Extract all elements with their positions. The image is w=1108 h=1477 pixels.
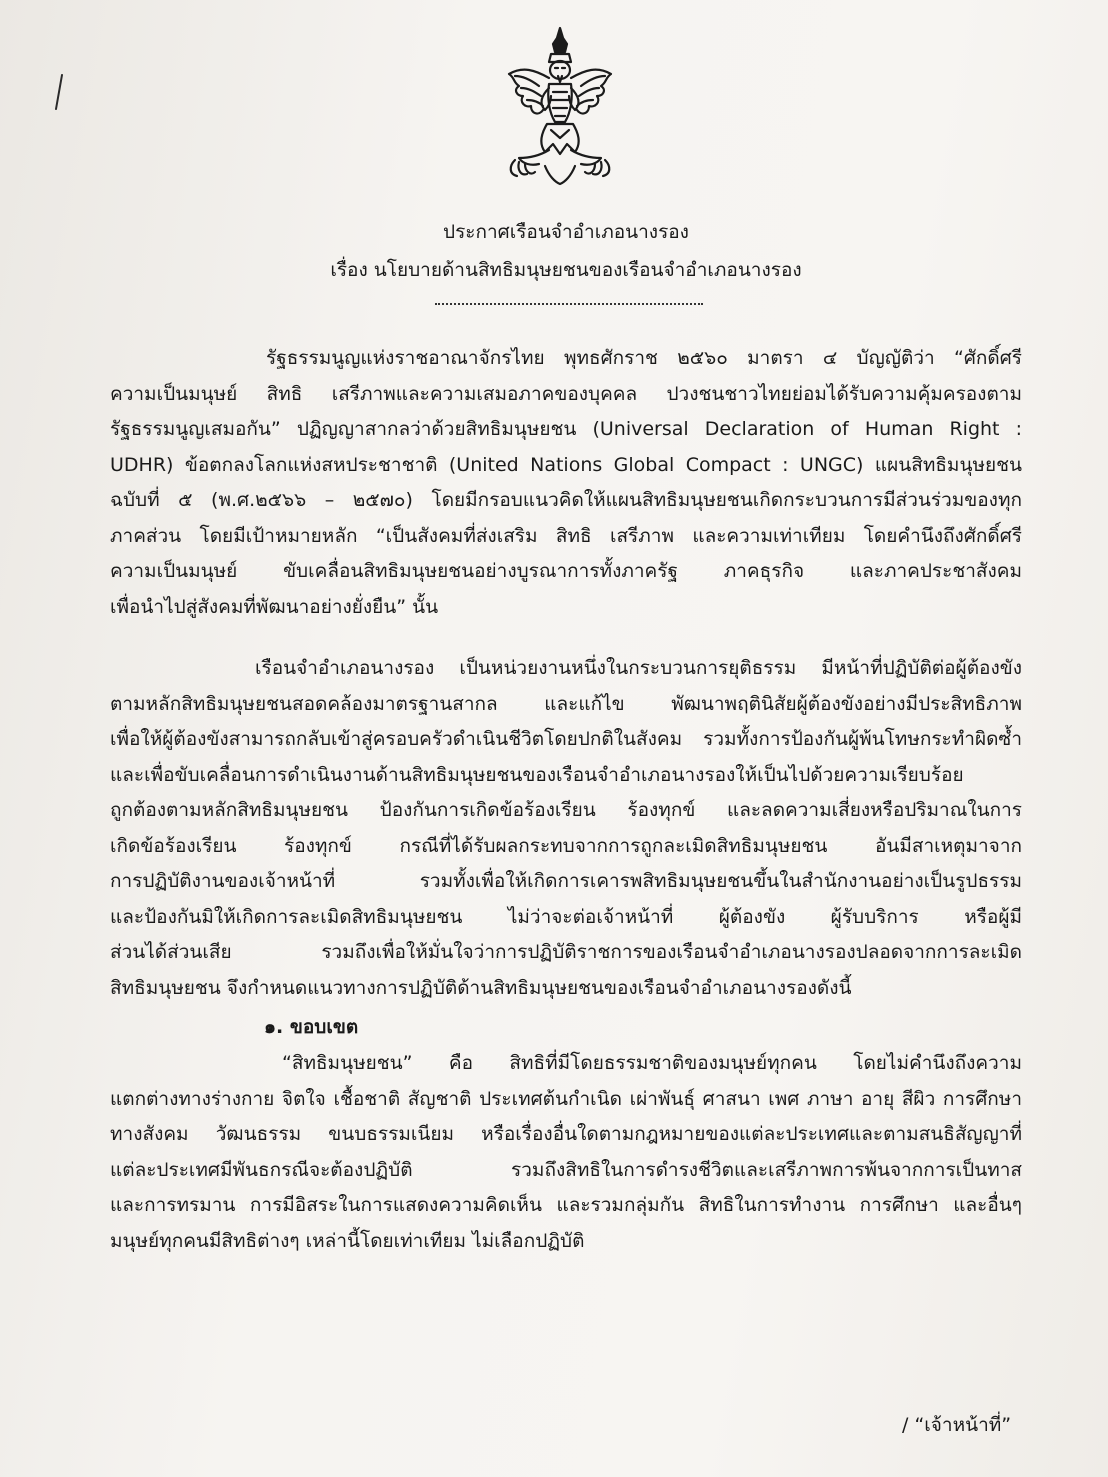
paragraph-line: แตกต่างทางร่างกาย จิตใจ เชื้อชาติ สัญชาติ ประเทศต้นกำเนิด เผ่าพันธุ์ ศาสนา เพศ ภาษา อายุ สีผิว การศึกษา (110, 1087, 1022, 1110)
paragraph-line: ถูกต้องตามหลักสิทธิมนุษยชน ป้องกันการเกิดข้อร้องเรียน ร้องทุกข์ และลดความเสี่ยงหรือปริมาณในการ (110, 799, 1022, 821)
paragraph-line: มนุษย์ทุกคนมีสิทธิต่างๆ เหล่านี้โดยเท่าเทียม ไม่เลือกปฏิบัติ (110, 1229, 585, 1252)
continuation-marker: / “เจ้าหน้าที่” (902, 1414, 1012, 1436)
paragraph-line: ตามหลักสิทธิมนุษยชนสอดคล้องมาตรฐานสากล และแก้ไข พัฒนาพฤตินิสัยผู้ต้องขังอย่างมีประสิทธิภาพ (110, 692, 1022, 715)
subject-line: เรื่อง นโยบายด้านสิทธิมนุษยชนของเรือนจำอำเภอนางรอง (330, 259, 802, 281)
paragraph-line: และป้องกันมิให้เกิดการละเมิดสิทธิมนุษยชน ไม่ว่าจะต่อเจ้าหน้าที่ ผู้ต้องขัง ผู้รับบริการ หรือผู้มี (110, 905, 1022, 928)
paragraph-constitution (110, 341, 1022, 625)
paragraph-line: เรือนจำอำเภอนางรอง เป็นหน่วยงานหนึ่งในกระบวนการยุติธรรม มีหน้าที่ปฏิบัติต่อผู้ต้องขัง (255, 657, 1022, 679)
paragraph-line: เกิดข้อร้องเรียน ร้องทุกข์ กรณีที่ได้รับผลกระทบจากการถูกละเมิดสิทธิมนุษยชน อันมีสาเหตุมาจาก (110, 834, 1022, 857)
paragraph-line: รัฐธรรมนูญเสมอกัน” ปฏิญญาสากลว่าด้วยสิทธิมนุษยชน (Universal Declaration of Human Right : (110, 418, 1022, 440)
paragraph-line: ภาคส่วน โดยมีเป้าหมายหลัก “เป็นสังคมที่ส่งเสริม สิทธิ เสรีภาพ และความเท่าเทียม โดยคำนึงถึงศักดิ์ศรี (110, 524, 1022, 547)
garuda-emblem-icon (505, 26, 615, 186)
paragraph-line: แต่ละประเทศมีพันธกรณีจะต้องปฏิบัติ รวมถึงสิทธิในการดำรงชีวิตและเสรีภาพการพ้นจากการเป็นทาส (110, 1158, 1022, 1181)
paragraph-line: เพื่อนำไปสู่สังคมที่พัฒนาอย่างยั่งยืน” นั้น (110, 595, 439, 618)
paragraph-line: ทางสังคม วัฒนธรรม ขนบธรรมเนียม หรือเรื่องอื่นใดตามกฎหมายของแต่ละประเทศและตามสนธิสัญญาที่ (110, 1123, 1022, 1145)
announcement-title: ประกาศเรือนจำอำเภอนางรอง (443, 221, 689, 243)
paragraph-line: UDHR) ข้อตกลงโลกแห่งสหประชาชาติ (United Nations Global Compact : UNGC) แผนสิทธิมนุษยชน (110, 453, 1022, 476)
pen-mark-icon (54, 74, 64, 110)
paragraph-line: สิทธิมนุษยชน จึงกำหนดแนวทางการปฏิบัติด้านสิทธิมนุษยชนของเรือนจำอำเภอนางรองดังนี้ (110, 976, 852, 999)
dotted-separator (435, 303, 703, 305)
paragraph-prison-policy (110, 651, 1022, 1006)
paragraph-line: และเพื่อขับเคลื่อนการดำเนินงานด้านสิทธิมนุษยชนของเรือนจำอำเภอนางรองให้เป็นไปด้วยความเรียบร้อย (110, 763, 964, 786)
paragraph-line: ความเป็นมนุษย์ ขับเคลื่อนสิทธิมนุษยชนอย่างบูรณาการทั้งภาครัฐ ภาคธุรกิจ และภาคประชาสังคม (110, 560, 1022, 582)
section-heading-scope: ๑. ขอบเขต (264, 1016, 359, 1038)
paragraph-line: ส่วนได้ส่วนเสีย รวมถึงเพื่อให้มั่นใจว่าการปฏิบัติราชการของเรือนจำอำเภอนางรองปลอดจากการละเมิด (110, 941, 1022, 963)
paragraph-line: รัฐธรรมนูญแห่งราชอาณาจักรไทย พุทธศักราช ๒๕๖๐ มาตรา ๔ บัญญัติว่า “ศักดิ์ศรี (266, 347, 1022, 369)
paragraph-scope (110, 1046, 1022, 1259)
paragraph-line: และการทรมาน การมีอิสระในการแสดงความคิดเห็น และรวมกลุ่มกัน สิทธิในการทำงาน การศึกษา และอื่นๆ (110, 1194, 1022, 1216)
paragraph-line: “สิทธิมนุษยชน” คือ สิทธิที่มีโดยธรรมชาติของมนุษย์ทุกคน โดยไม่คำนึงถึงความ (282, 1052, 1022, 1074)
paragraph-line: ฉบับที่ ๕ (พ.ศ.๒๕๖๖ – ๒๕๗๐) โดยมีกรอบแนวคิดให้แผนสิทธิมนุษยชนเกิดกระบวนการมีส่วนร่วมของทุก (110, 489, 1022, 511)
paragraph-line: เพื่อให้ผู้ต้องขังสามารถกลับเข้าสู่ครอบครัวดำเนินชีวิตโดยปกติในสังคม รวมทั้งการป้องกันผู้พ้นโทษกระทำผิดซ้ำ (110, 728, 1022, 750)
paragraph-line: การปฏิบัติงานของเจ้าหน้าที่ รวมทั้งเพื่อให้เกิดการเคารพสิทธิมนุษยชนขึ้นในสำนักงานอย่างเป็นรูปธรรม (110, 870, 1022, 892)
paragraph-line: ความเป็นมนุษย์ สิทธิ เสรีภาพและความเสมอภาคของบุคคล ปวงชนชาวไทยย่อมได้รับความคุ้มครองตาม (110, 382, 1022, 405)
